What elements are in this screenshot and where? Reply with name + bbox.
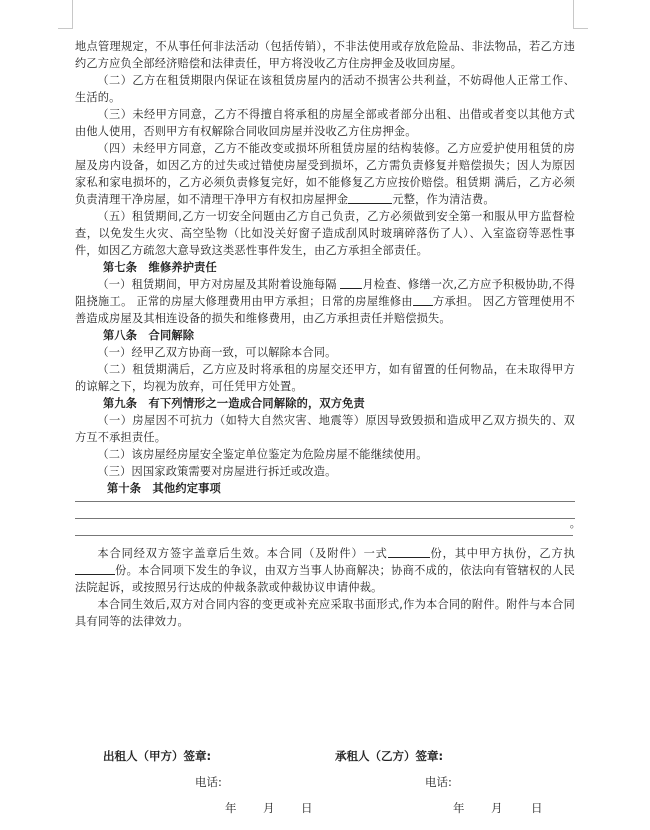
- article-7-text-a: （一）租赁期间，甲方对房屋及其附着设施每隔: [97, 278, 337, 291]
- copies-total-blank: [388, 545, 430, 558]
- repair-party-blank: [413, 293, 433, 306]
- article-9-clause-2: （二）该房屋经房屋安全鉴定单位鉴定为危险房屋不能继续使用。: [97, 448, 428, 461]
- lessee-date-year: 年: [453, 801, 465, 815]
- article-7-text-c: 方承担。 因乙方管理使用不善造成房屋及其相连设备的损失和维修费用，由乙方承担责任并赔偿损失。: [75, 295, 575, 325]
- article-7-text-b: 月检查、修缮一次,乙方应予积极协助,不得阻挠施工。 正常的房屋大修理费用由甲方承担；日常的房屋维修由: [75, 278, 575, 308]
- deposit-amount-blank: [348, 191, 392, 204]
- lessor-signature-label: 出租人（甲方）签章:: [103, 749, 212, 763]
- end-period: 。: [569, 517, 581, 530]
- lessor-phone-label: 电话:: [195, 775, 222, 789]
- effective-text-a: 本合同经双方签字盖章后生效。本合同（及附件）一式: [97, 547, 388, 560]
- clause-2: （二）乙方在租赁期限内保证在该租赁房屋内的活动不损害公共利益，不妨碍他人正常工作、生活的。: [75, 74, 575, 104]
- article-9-clause-1: （一）房屋因不可抗力（如特大自然灾害、地震等）原因导致毁损和造成甲乙双方损失的、双方互不承担责任。: [75, 414, 575, 444]
- article-9-clause-3: （三）因国家政策需要对房屋进行拆迁或改造。: [97, 465, 337, 478]
- article-8-heading: 第八条 合同解除: [103, 329, 195, 342]
- crop-mark-top-left: [58, 0, 73, 29]
- blank-line-1: [75, 501, 575, 502]
- clause-4-text: （四）未经甲方同意，乙方不能改变或损坏所租赁房屋的结构装修。乙方应爱护使用租赁的房屋及房内设备，如因乙方的过失或过错使房屋受到损坏，乙方需负责修复并赔偿损失；因人为原因家私和家电损坏的，乙方必须负责修复完好，如不能修复乙方应按价赔偿。租赁期 满后，乙方必须负责清理干净房屋，如不清理干净甲方有权扣房屋押金: [75, 142, 575, 206]
- copies-lessee-blank: [75, 562, 115, 575]
- lessee-phone-label: 电话:: [425, 775, 452, 789]
- clause-4: [75, 140, 575, 208]
- effective-text-b: 份，其中甲方执份，乙方执: [429, 547, 575, 560]
- clause-3: （三）未经甲方同意，乙方不得擅自将承租的房屋全部或者部分出租、出借或者变以其他方式由他人使用，否则甲方有权解除合同收回房屋并没收乙方住房押金。: [75, 108, 575, 138]
- article-8-clause-1: （一）经甲乙双方协商一致，可以解除本合同。: [97, 346, 337, 359]
- clause-4-tail: 元整，作为清洁费。: [392, 193, 495, 206]
- lessor-date-month: 月: [263, 801, 275, 815]
- amendment-clause: 本合同生效后,双方对合同内容的变更或补充应采取书面形式,作为本合同的附件。附件与本合同具有同等的法律效力。: [75, 598, 575, 628]
- document-body: [75, 38, 581, 630]
- clause-5: （五）租赁期间,乙方一切安全问题由乙方自己负责，乙方必须做到安全第一和服从甲方监督检查，以免发生火灾、高空坠物（比如没关好窗子造成刮风时玻璃碎落伤了人）、入室盗窃等恶性事件，如因乙方疏忽大意导致这类恶性事件发生，由乙方承担全部责任。: [75, 210, 575, 257]
- article-10-heading: 第十条 其他约定事项: [107, 482, 221, 495]
- article-9-heading: 第九条 有下列情形之一造成合同解除的，双方免责: [103, 397, 365, 410]
- crop-mark-top-right: [573, 0, 588, 29]
- article-8-clause-2: （二）租赁期满后，乙方应及时将承租的房屋交还甲方，如有留置的任何物品，在未取得甲方的谅解之下，均视为放弃，可任凭甲方处置。: [75, 363, 575, 393]
- blank-line-3: [75, 535, 573, 536]
- blank-line-2: [75, 518, 575, 519]
- lessee-signature-label: 承租人（乙方）签章:: [335, 749, 444, 763]
- inspection-interval-blank: [340, 276, 362, 289]
- other-terms-lines: [75, 501, 581, 536]
- lessor-date-day: 日: [301, 801, 313, 815]
- article-7-clause-1: [75, 276, 575, 327]
- paragraph-use-rules: 地点管理规定，不从事任何非法活动（包括传销），不非法使用或存放危险品、非法物品，若乙方违约乙方应负全部经济赔偿和法律责任，甲方将没收乙方住房押金及收回房屋。: [75, 40, 575, 70]
- article-7-heading: 第七条 维修养护责任: [103, 261, 217, 274]
- lessor-date-year: 年: [225, 801, 237, 815]
- lessee-date-month: 月: [491, 801, 503, 815]
- effective-text-c: 份。本合同项下发生的争议，由双方当事人协商解决；协商不成的，依法向有管辖权的人民法院起诉，或按照另行达成的仲裁条款或仲裁协议申请仲裁。: [75, 564, 575, 594]
- signature-block: [75, 748, 575, 828]
- effective-clause: [75, 545, 575, 596]
- lessee-date-day: 日: [531, 801, 543, 815]
